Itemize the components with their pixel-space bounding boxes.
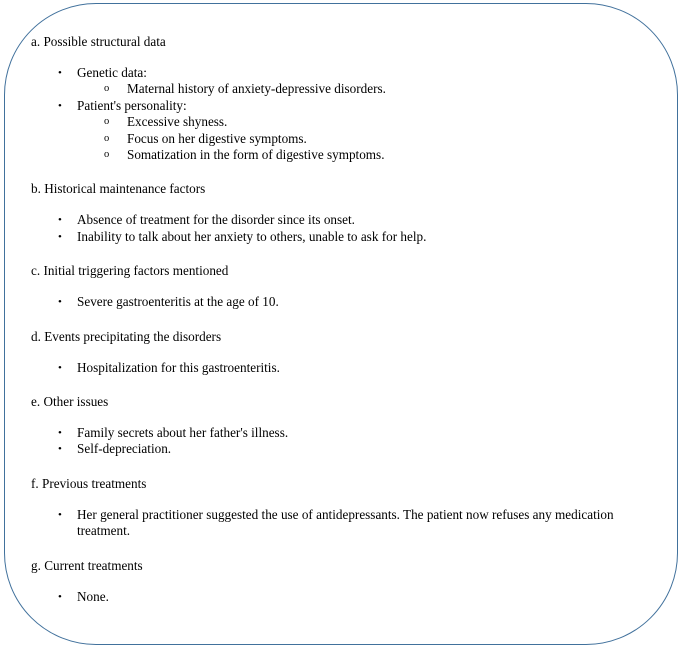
list-item-text: None. <box>77 588 109 604</box>
bullet-circle-icon: o <box>104 116 110 128</box>
section-e <box>27 394 657 476</box>
list-item-text: Genetic data: <box>77 65 147 80</box>
section-a-list <box>27 65 657 163</box>
list-item-text: Inability to talk about her anxiety to others, unable to ask for help. <box>77 228 427 244</box>
bullet-dot-icon: • <box>58 99 62 112</box>
list-item <box>27 98 657 114</box>
section-c <box>27 263 657 328</box>
list-item-text: Self-depreciation. <box>77 441 172 457</box>
list-item <box>27 507 657 540</box>
list-item <box>27 147 657 163</box>
section-a <box>27 34 657 181</box>
list-item-text: Patient's personality: <box>77 97 187 113</box>
list-item-text: Somatization in the form of digestive symptoms. <box>127 147 385 163</box>
bullet-dot-icon: • <box>58 361 62 374</box>
list-item <box>27 81 657 97</box>
section-b <box>27 181 657 263</box>
rounded-content-panel <box>4 3 678 645</box>
document-body <box>27 34 657 605</box>
bullet-circle-icon: o <box>104 83 110 95</box>
list-item-text: Her general practitioner suggested the use of antidepressants. The patient now refuses any medication treatment. <box>77 506 614 539</box>
bullet-dot-icon: • <box>58 443 62 456</box>
bullet-dot-icon: • <box>58 508 62 521</box>
section-e-list <box>27 425 657 458</box>
list-item <box>27 131 657 147</box>
list-item-text: Hospitalization for this gastroenteritis. <box>77 359 280 375</box>
list-item-text: Focus on her digestive symptoms. <box>127 130 307 146</box>
bullet-circle-icon: o <box>104 132 110 144</box>
list-item <box>27 65 657 81</box>
section-c-list <box>27 294 657 310</box>
bullet-dot-icon: • <box>58 230 62 243</box>
list-item-text: Family secrets about her father's illness. <box>77 425 289 441</box>
list-item <box>27 589 657 605</box>
section-d <box>27 329 657 394</box>
list-item-text: Severe gastroenteritis at the age of 10. <box>77 294 279 310</box>
section-g <box>27 558 657 605</box>
section-heading: e. Other issues <box>31 394 109 410</box>
list-item <box>27 360 657 376</box>
bullet-circle-icon: o <box>104 149 110 161</box>
list-item-text: Excessive shyness. <box>127 114 228 130</box>
list-item <box>27 425 657 441</box>
section-b-list <box>27 212 657 245</box>
section-heading: f. Previous treatments <box>31 475 147 491</box>
list-item <box>27 114 657 130</box>
list-item-text: Maternal history of anxiety-depressive disorders. <box>127 81 386 97</box>
section-heading: g. Current treatments <box>31 557 143 573</box>
bullet-dot-icon: • <box>58 590 62 603</box>
bullet-dot-icon: • <box>58 427 62 440</box>
section-f <box>27 476 657 558</box>
list-item <box>27 441 657 457</box>
bullet-dot-icon: • <box>58 67 62 79</box>
list-item-text: Absence of treatment for the disorder since its onset. <box>77 212 355 228</box>
bullet-dot-icon: • <box>58 296 62 309</box>
list-item <box>27 212 657 228</box>
bullet-dot-icon: • <box>58 214 62 227</box>
section-f-list <box>27 507 657 540</box>
section-heading: a. Possible structural data <box>31 34 166 49</box>
section-heading: c. Initial triggering factors mentioned <box>31 263 229 279</box>
section-d-list <box>27 360 657 376</box>
section-heading: d. Events precipitating the disorders <box>31 328 222 344</box>
list-item <box>27 294 657 310</box>
list-item <box>27 229 657 245</box>
section-heading: b. Historical maintenance factors <box>31 181 206 197</box>
section-g-list <box>27 589 657 605</box>
